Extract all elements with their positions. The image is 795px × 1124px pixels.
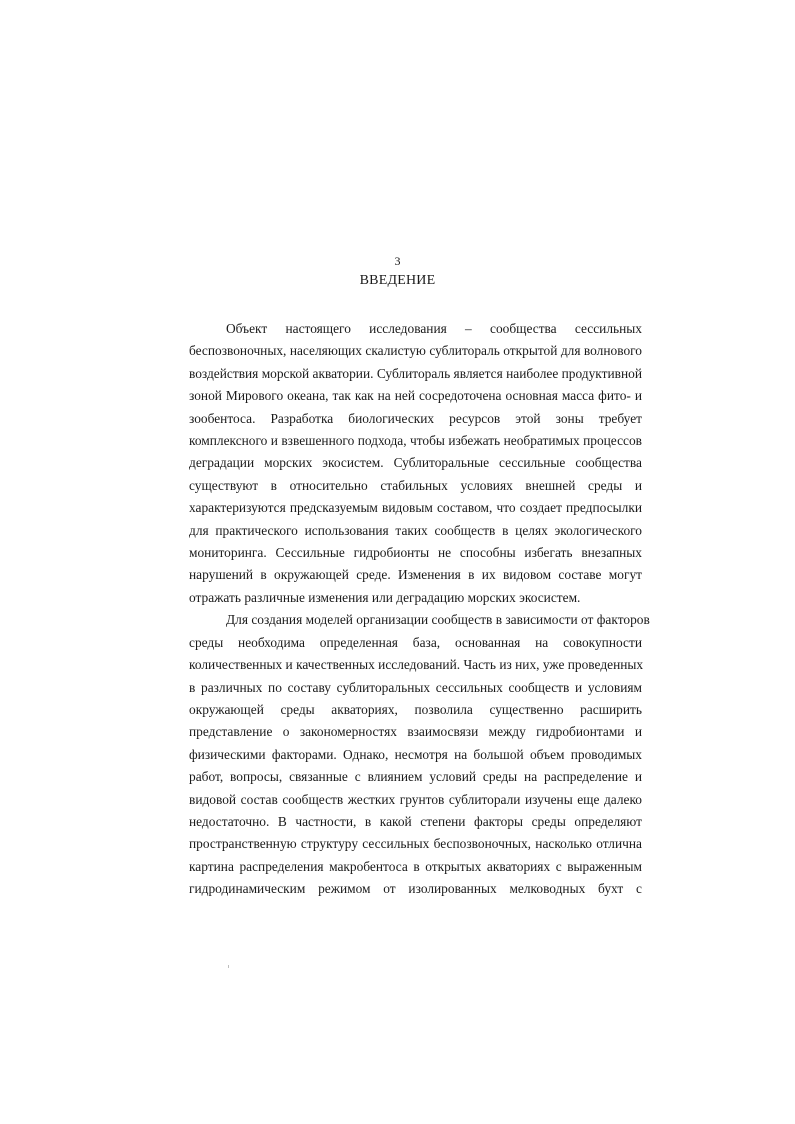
text-line: мониторинга. Сессильные гидробионты не способны избегать внезапных: [189, 545, 642, 561]
text-line: в различных по составу сублиторальных сессильных сообществ и условиям: [189, 679, 642, 695]
text-line: недостаточно. В частности, в какой степени факторы среды определяют: [189, 813, 642, 829]
text-line: деградации морских экосистем. Сублиторальные сессильные сообщества: [189, 455, 642, 471]
text-line: представление о закономерностях взаимосвязи между гидробионтами и: [189, 724, 642, 740]
text-line: характеризуются предсказуемым видовым составом, что создает предпосылки: [189, 500, 642, 516]
text-line: видовой состав сообществ жестких грунтов сублиторали изучены еще далеко: [189, 791, 642, 807]
text-line: для практического использования таких сообществ в целях экологического: [189, 522, 642, 538]
text-line: количественных и качественных исследований. Часть из них, уже проведенных: [189, 657, 644, 673]
text-line: отражать различные изменения или деградацию морских экосистем.: [189, 589, 581, 605]
text-line: нарушений в окружающей среде. Изменения в их видовом составе могут: [189, 567, 642, 583]
text-line: Объект настоящего исследования – сообщества сессильных: [226, 321, 642, 336]
body-text: [189, 318, 650, 901]
text-line: воздействия морской акватории. Сублитораль является наиболее продуктивной: [189, 365, 642, 381]
text-line: беспозвоночных, населяющих скалистую сублитораль открытой для волнового: [189, 343, 642, 359]
text-line: зообентоса. Разработка биологических ресурсов этой зоны требует: [189, 410, 642, 426]
text-line: работ, вопросы, связанные с влиянием условий среды на распределение и: [189, 769, 642, 785]
text-line: Для создания моделей организации сообществ в зависимости от факторов: [226, 612, 650, 628]
text-line: пространственную структуру сессильных беспозвоночных, насколько отлична: [189, 836, 642, 852]
page-number: 3: [394, 254, 401, 268]
page-heading: ВВЕДЕНИЕ: [359, 273, 436, 288]
text-line: гидродинамическим режимом от изолированных мелководных бухт с: [189, 881, 642, 897]
text-line: окружающей среды акваториях, позволила существенно расширить: [189, 701, 642, 717]
text-line: картина распределения макробентоса в открытых акваториях с выраженным: [189, 858, 642, 874]
paragraph-1: [189, 318, 642, 609]
text-line: зоной Мирового океана, так как на ней сосредоточена основная масса фито- и: [189, 388, 642, 404]
text-line: среды необходима определенная база, основанная на совокупности: [189, 634, 642, 650]
paragraph-2: [189, 609, 650, 900]
text-line: существуют в относительно стабильных условиях внешней среды и: [189, 477, 642, 493]
text-line: физическими факторами. Однако, несмотря на большой объем проводимых: [189, 746, 642, 762]
scan-speck: [228, 965, 229, 968]
text-line: комплексного и взвешенного подхода, чтобы избежать необратимых процессов: [189, 433, 642, 449]
